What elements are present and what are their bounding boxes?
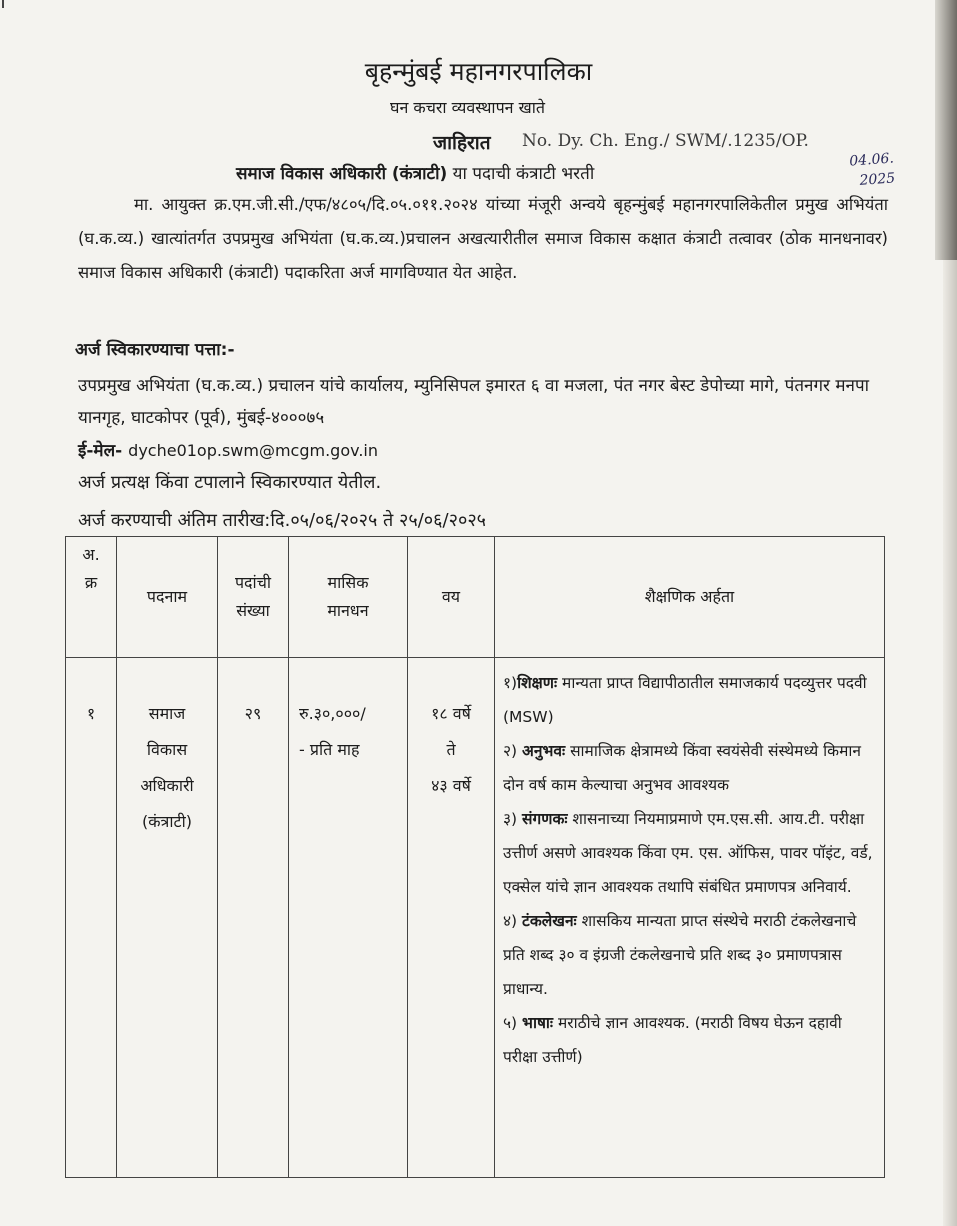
age-line-3: ४३ वर्षे	[431, 776, 471, 795]
qual-1-num: १)	[503, 674, 518, 692]
handwritten-date-line2: 2025	[859, 170, 896, 189]
qual-3-text: शासनाच्या नियमाप्रमाणे एम.एस.सी. आय.टी. परीक्षा उत्तीर्ण असणे आवश्यक किंवा एम. एस. ऑफिस, पावर पॉइंट, वर्ड, एक्सेल यांचे ज्ञान आवश्यक तथापि संबंधित प्रमाणपत्र अनिवार्य.	[503, 810, 873, 896]
pay-line-1: रु.३०,०००/	[299, 704, 366, 723]
header-monthly-pay	[289, 537, 408, 658]
qual-1-text: मान्यता प्राप्त विद्यापीठातील समाजकार्य पदव्युत्तर पदवी (MSW)	[503, 674, 867, 726]
notice-reference-number: No. Dy. Ch. Eng./ SWM/.1235/OP.	[522, 131, 809, 151]
recruitment-table	[65, 536, 885, 1178]
qual-3-num: ३)	[503, 810, 523, 828]
email-line	[78, 438, 378, 461]
qual-5-num: ५)	[503, 1014, 523, 1032]
pay-line-2: - प्रति माह	[299, 740, 360, 759]
post-heading-rest: या पदाची कंत्राटी भरती	[447, 164, 595, 184]
qual-4-text: शासकिय मान्यता प्राप्त संस्थेचे मराठी टंकलेखनाचे प्रति शब्द ३० व इंग्रजी टंकलेखनाचे प्रति शब्द ३० प्रमाणपत्रास प्राधान्य.	[503, 912, 857, 998]
handwritten-date	[849, 148, 896, 191]
application-address: उपप्रमुख अभियंता (घ.क.व्य.) प्रचालन यांचे कार्यालय, म्युनिसिपल इमारत ६ वा मजला, पंत नगर बेस्ट डेपोच्या मागे, पंतनगर मनपा यानगृह, घाटकोपर (पूर्व), मुंबई-४०००७५	[78, 376, 870, 428]
notice-label: जाहिरात	[433, 132, 491, 154]
address-heading: अर्ज स्विकारण्याचा पत्ता:-	[75, 340, 235, 360]
header-post-name: पदनाम	[117, 537, 218, 658]
header-age: वय	[408, 537, 495, 658]
post-line-4: (कंत्राटी)	[142, 812, 192, 831]
intro-paragraph: मा. आयुक्त क्र.एम.जी.सी./एफ/४८०५/दि.०५.०११.२०२४ यांच्या मंजूरी अन्वये बृहन्मुंबई महानगरपालिकेतील प्रमुख अभियंता (घ.क.व्य.) खात्यांतर्गत उपप्रमुख अभियंता (घ.क.व्य.)प्रचालन अखत्यारीतील समाज विकास कक्षात कंत्राटी तत्वावर (ठोक मानधनावर) समाज विकास अधिकारी (कंत्राटी) पदाकरिता अर्ज मागविण्यात येत आहेत.	[78, 195, 888, 282]
table-row	[66, 658, 885, 1178]
qual-5-label: भाषाः	[522, 1014, 554, 1032]
header-count-line1: पदांची	[234, 573, 272, 592]
qual-4-label: टंकलेखनः	[522, 912, 577, 930]
qualification-language	[503, 1006, 876, 1074]
header-sr-line2: क्र	[84, 573, 98, 592]
qual-2-text: सामाजिक क्षेत्रामध्ये किंवा स्वयंसेवी संस्थेमध्ये किमान दोन वर्ष काम केल्याचा अनुभव आवश्यक	[503, 742, 861, 794]
age-line-1: १८ वर्षे	[431, 704, 471, 723]
row-post-name	[117, 658, 218, 1178]
row-sr-no: १	[66, 658, 117, 1178]
qualification-typing	[503, 904, 876, 1006]
organization-name: बृहन्मुंबई महानगरपालिका	[364, 57, 593, 86]
email-address: dyche01op.swm@mcgm.gov.in	[128, 441, 379, 460]
header-qualification: शैक्षणिक अर्हता	[495, 537, 885, 658]
qual-4-num: ४)	[503, 912, 523, 930]
qual-2-num: २)	[503, 742, 523, 760]
qualification-experience	[503, 734, 876, 802]
header-sr-line1: अ.	[82, 545, 100, 564]
handwritten-date-line1: 04.06.	[848, 150, 895, 170]
header-sr-no	[66, 537, 117, 658]
header-post-count	[218, 537, 289, 658]
submission-mode: अर्ज प्रत्यक्ष किंवा टपालाने स्विकारण्यात येतील.	[78, 472, 382, 493]
qual-3-label: संगणकः	[522, 810, 568, 828]
age-line-2: ते	[446, 740, 456, 759]
department-name: घन कचरा व्यवस्थापन खाते	[390, 98, 545, 117]
row-age-range	[408, 658, 495, 1178]
qual-5-text: मराठीचे ज्ञान आवश्यक. (मराठी विषय घेऊन दहावी परीक्षा उत्तीर्ण)	[503, 1014, 842, 1066]
row-monthly-pay	[289, 658, 408, 1178]
row-qualifications	[495, 658, 885, 1178]
qualification-education	[503, 666, 876, 734]
post-heading	[236, 161, 594, 184]
application-deadline: अर्ज करण्याची अंतिम तारीख:दि.०५/०६/२०२५ ते २५/०६/२०२५	[78, 510, 487, 531]
email-label: ई-मेल-	[78, 441, 123, 461]
post-heading-bold: समाज विकास अधिकारी (कंत्राटी)	[236, 164, 448, 184]
qualification-computer	[503, 802, 876, 904]
post-line-2: विकास	[146, 740, 188, 759]
header-count-line2: संख्या	[236, 601, 270, 620]
header-pay-line1: मासिक	[327, 573, 369, 592]
header-pay-line2: मानधन	[327, 601, 369, 620]
post-line-1: समाज	[148, 704, 186, 723]
page-edge-shadow	[935, 0, 957, 260]
page-edge-shadow-lower	[943, 260, 957, 1226]
page-corner-mark	[2, 0, 4, 8]
qual-2-label: अनुभवः	[522, 742, 566, 760]
table-header-row	[66, 537, 885, 658]
row-post-count: २९	[218, 658, 289, 1178]
post-line-3: अधिकारी	[140, 776, 194, 795]
qual-1-label: शिक्षणः	[517, 674, 558, 692]
